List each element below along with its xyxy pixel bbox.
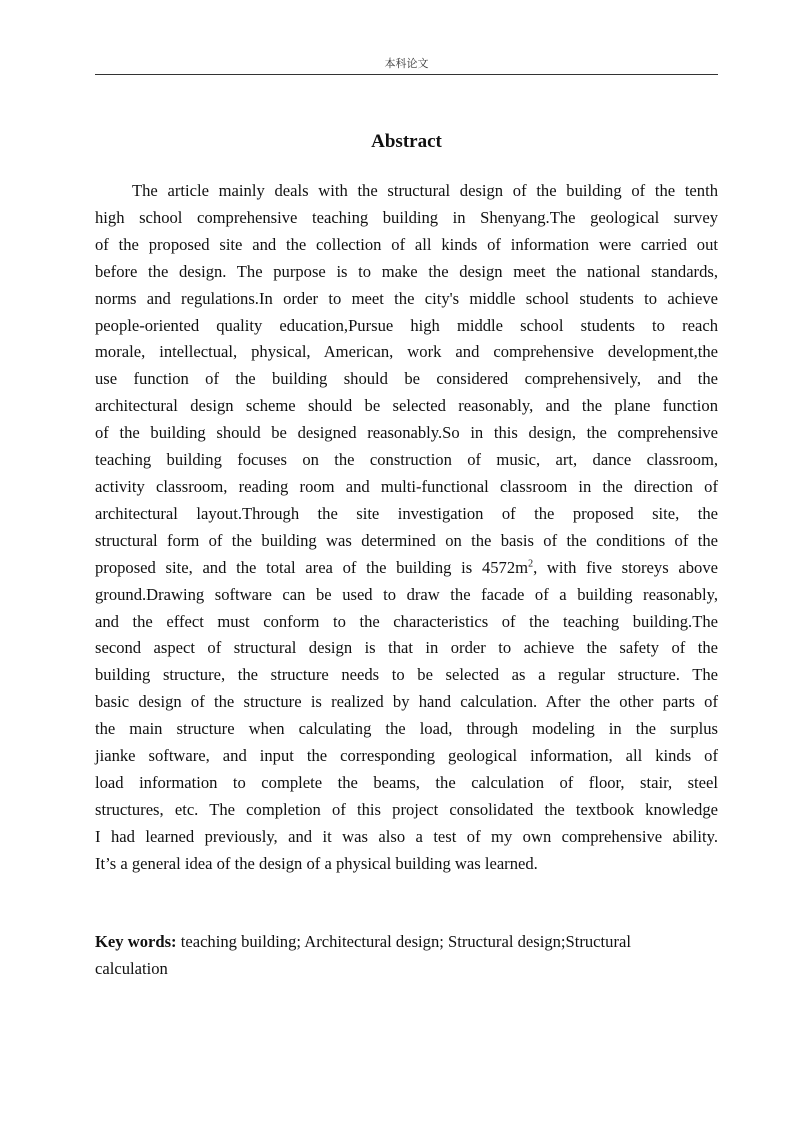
keywords-label: Key words: xyxy=(95,932,177,951)
abstract-line: jianke software, and input the corresponding geological information, all kinds of xyxy=(95,746,718,766)
abstract-line: It’s a general idea of the design of a physical building was learned. xyxy=(95,853,538,873)
area-text-after: , with five storeys above xyxy=(533,557,718,577)
abstract-line-area xyxy=(95,555,718,582)
area-superscript: 2 xyxy=(528,558,534,570)
abstract-body xyxy=(95,178,718,878)
abstract-line: teaching building focuses on the construction of music, art, dance classroom, xyxy=(95,450,718,470)
abstract-line: The article mainly deals with the structural design of the building of the tenth xyxy=(132,181,718,200)
abstract-line: ground.Drawing software can be used to draw the facade of a building reasonably, xyxy=(95,584,718,604)
abstract-line: of the proposed site and the collection of all kinds of information were carried out xyxy=(95,234,718,254)
abstract-line: and the effect must conform to the characteristics of the teaching building.The xyxy=(95,611,718,631)
abstract-line: of the building should be designed reasonably.So in this design, the comprehensive xyxy=(95,423,718,443)
abstract-line: architectural layout.Through the site investigation of the proposed site, the xyxy=(95,503,718,523)
abstract-line: the main structure when calculating the load, through modeling in the surplus xyxy=(95,719,718,739)
keywords-section xyxy=(95,929,718,983)
abstract-line: activity classroom, reading room and multi-functional classroom in the direction of xyxy=(95,476,718,496)
abstract-line: building structure, the structure needs to be selected as a regular structure. The xyxy=(95,665,718,685)
keywords-line-1 xyxy=(95,929,718,956)
abstract-line: architectural design scheme should be selected reasonably, and the plane function xyxy=(95,396,718,416)
abstract-title: Abstract xyxy=(371,131,442,152)
abstract-line: people-oriented quality education,Pursue high middle school students to reach xyxy=(95,315,718,335)
abstract-line: use function of the building should be considered comprehensively, and the xyxy=(95,369,718,389)
keywords-text: teaching building; Architectural design; Structural design;Structural xyxy=(176,932,631,951)
abstract-line: high school comprehensive teaching building in Shenyang.The geological survey xyxy=(95,207,718,227)
area-text-before: proposed site, and the total area of the building is 4572m xyxy=(95,557,529,577)
abstract-line: I had learned previously, and it was also a test of my own comprehensive ability. xyxy=(95,826,718,846)
abstract-line: basic design of the structure is realized by hand calculation. After the other parts of xyxy=(95,692,718,712)
abstract-line: norms and regulations.In order to meet the city's middle school students to achieve xyxy=(95,288,718,308)
abstract-line: structures, etc. The completion of this project consolidated the textbook knowledge xyxy=(95,799,718,819)
page-header: 本科论文 xyxy=(95,57,718,75)
abstract-line: structural form of the building was determined on the basis of the conditions of the xyxy=(95,530,718,550)
abstract-line: morale, intellectual, physical, American, work and comprehensive development,the xyxy=(95,342,718,362)
abstract-line: before the design. The purpose is to make the design meet the national standards, xyxy=(95,261,718,281)
keywords-line-2: calculation xyxy=(95,958,168,978)
abstract-line: load information to complete the beams, the calculation of floor, stair, steel xyxy=(95,772,718,792)
abstract-line: second aspect of structural design is that in order to achieve the safety of the xyxy=(95,638,718,658)
